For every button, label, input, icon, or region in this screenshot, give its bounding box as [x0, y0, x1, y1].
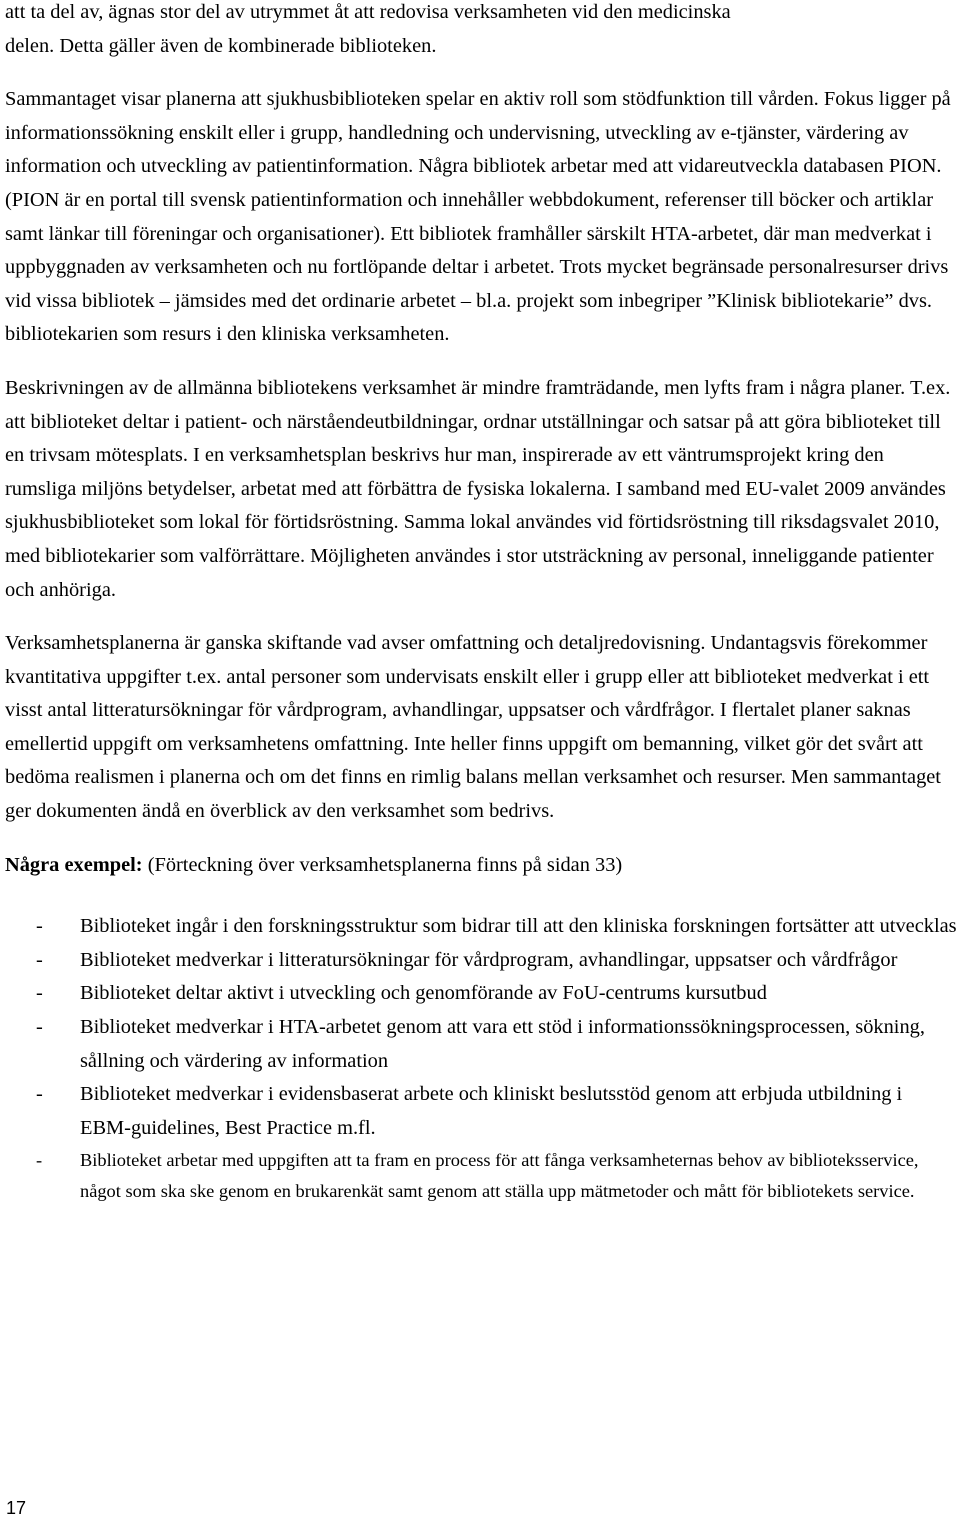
examples-list — [5, 910, 957, 1207]
list-bullet: - — [36, 1083, 43, 1106]
list-bullet: - — [36, 948, 43, 971]
list-item-text: Biblioteket ingår i den forskningsstruktur som bidrar till att den kliniska forskningen fortsätter att utvecklas — [80, 915, 957, 938]
paragraph-plan-variation: Verksamhetsplanerna är ganska skiftande vad avser omfattning och detaljredovisning. Undantagsvis förekommer kvantitativa uppgifter t.ex. antal personer som undervisats enskilt eller i grupp eller att biblioteket medverkat i ett visst antal litteratursökningar för vårdprogram, avhandlingar, uppsatser och vårdfrågor. I flertalet planer saknas emellertid uppgift om verksamhetens omfattning. Inte heller finns uppgift om bemanning, vilket gör det svårt att bedöma realismen i planerna och om det finns en rimlig balans mellan verksamhet och resurser. Men sammantaget ger dokumenten ändå en överblick av den verksamhet som bedrivs. — [5, 632, 941, 823]
examples-heading — [5, 849, 957, 883]
list-bullet: - — [36, 982, 43, 1005]
examples-heading-reference: (Förteckning över verksamhetsplanerna finns på sidan 33) — [142, 853, 623, 876]
paragraph-continuation-line-1: att ta del av, ägnas stor del av utrymmet åt att redovisa verksamheten vid den medicinska — [5, 1, 731, 23]
paragraph-continuation — [5, 0, 957, 63]
list-item-text: Biblioteket medverkar i litteratursökningar för vårdprogram, avhandlingar, uppsatser och vårdfrågor — [80, 948, 898, 971]
list-item-text: Biblioteket arbetar med uppgiften att ta fram en process för att fånga verksamheternas behov av biblioteksservice, något som ska ske genom en brukarenkät samt genom att ställa upp mätmetoder och mått för bibliotekets service. — [80, 1150, 919, 1202]
list-bullet: - — [36, 1150, 43, 1171]
list-item — [5, 944, 957, 978]
list-item — [5, 1078, 957, 1145]
examples-heading-label: Några exempel: — [5, 853, 143, 876]
document-page — [5, 0, 957, 1207]
paragraph-public-libraries: Beskrivningen av de allmänna bibliotekens verksamhet är mindre framträdande, men lyfts fram i några planer. T.ex. att biblioteket deltar i patient- och närståendeutbildningar, ordnar utställningar och satsar på att göra biblioteket till en trivsam mötesplats. I en verksamhetsplan beskrivs hur man, inspirerade av ett väntrumsprojekt kring den rumsliga miljöns betydelser, arbetat med att förbättra de fysiska lokalerna. I samband med EU-valet 2009 användes sjukhusbiblioteket som lokal för förtidsröstning. Samma lokal användes vid förtidsröstning till riksdagsvalet 2010, med bibliotekarier som valförrättare. Möjligheten användes i stor utsträckning av personal, inneliggande patienter och anhöriga. — [5, 376, 951, 601]
list-bullet: - — [36, 915, 43, 938]
list-item — [5, 977, 957, 1011]
list-item-text: Biblioteket medverkar i evidensbaserat arbete och kliniskt beslutsstöd genom att erbjuda utbildning i EBM-guidelines, Best Practice m.fl. — [80, 1083, 903, 1139]
list-item — [5, 1145, 957, 1207]
list-item — [5, 910, 957, 944]
list-bullet: - — [36, 1016, 43, 1039]
list-item-text: Biblioteket deltar aktivt i utveckling och genomförande av FoU-centrums kursutbud — [80, 982, 767, 1005]
list-item-text: Biblioteket medverkar i HTA-arbetet genom att vara ett stöd i informationssökningsprocessen, sökning, sållning och värdering av information — [80, 1016, 925, 1072]
paragraph-continuation-line-2: delen. Detta gäller även de kombinerade biblioteken. — [5, 34, 437, 57]
paragraph-library-roles: Sammantaget visar planerna att sjukhusbiblioteken spelar en aktiv roll som stödfunktion till vården. Fokus ligger på informationssökning enskilt eller i grupp, handledning och undervisning, utveckling av e-tjänster, värdering av information och utveckling av patientinformation. Några bibliotek arbetar med att vidareutveckla databasen PION. (PION är en portal till svensk patientinformation och innehåller webbdokument, referenser till böcker och artiklar samt länkar till föreningar och organisationer). Ett bibliotek framhåller särskilt HTA-arbetet, där man medverkat i uppbyggnaden av verksamheten och nu fortlöpande deltar i arbetet. Trots mycket begränsade personalresurser drivs vid vissa bibliotek – jämsides med det ordinarie arbetet – bl.a. projekt som inbegriper ”Klinisk bibliotekarie” dvs. bibliotekarien som resurs i den kliniska verksamheten. — [5, 88, 951, 346]
page-number: 17 — [6, 1498, 27, 1518]
list-item — [5, 1011, 957, 1078]
